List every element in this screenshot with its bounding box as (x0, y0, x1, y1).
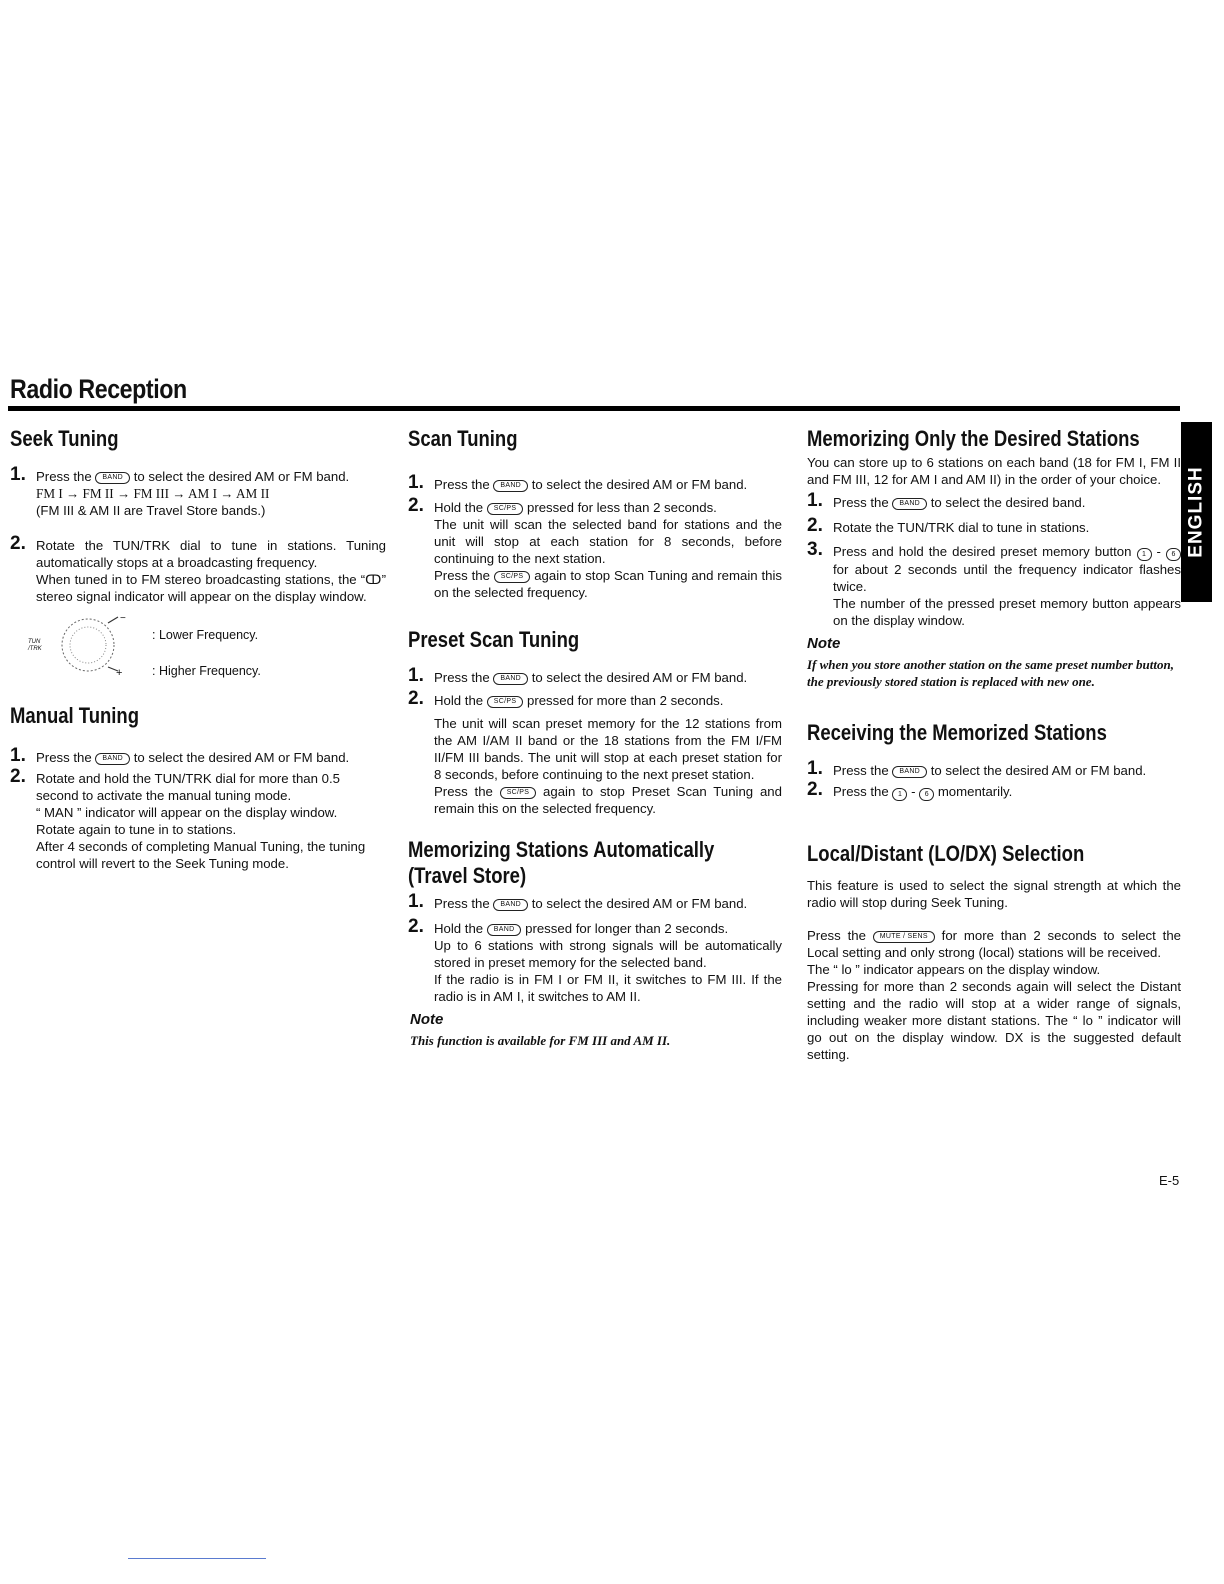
step-text: to select the desired AM or FM band. (133, 469, 350, 484)
step-text: for more than 2 seconds to select the Local setting and only strong (local) stations will be received. (807, 928, 1181, 960)
language-tab (1181, 422, 1212, 602)
desired-heading: Memorizing Only the Desired Stations (807, 426, 1140, 451)
seek-heading: Seek Tuning (10, 426, 119, 451)
step-text: pressed for less than 2 seconds. (526, 500, 717, 515)
step-text: Rotate the TUN/TRK dial to tune in stations. Tuning automatically stops at a broadcasting frequency. (36, 538, 386, 570)
lodx-paragraph (807, 927, 1181, 961)
band-button-icon: BAND (493, 899, 528, 911)
step-text: “ MAN ” indicator will appear on the display window. (36, 805, 338, 820)
step-text: pressed for longer than 2 seconds. (525, 921, 729, 936)
svg-text:+: + (116, 667, 123, 677)
mute-sens-button-icon: MUTE / SENS (873, 931, 935, 943)
scps-button-icon: SC/PS (494, 571, 531, 583)
band-button-icon: BAND (95, 472, 130, 484)
scan-step-1 (408, 472, 782, 493)
step-text: again to stop Preset Scan Tuning and remain this on the selected frequency. (434, 784, 782, 816)
step-text: Rotate the TUN/TRK dial to tune in stations. (833, 520, 1090, 535)
lodx-heading: Local/Distant (LO/DX) Selection (807, 841, 1085, 866)
step-text: Hold the (434, 921, 484, 936)
column-right (807, 426, 1181, 1063)
svg-text:−: − (120, 613, 126, 624)
lodx-distant-text: Pressing for more than 2 seconds again will select the Distant setting and the radio will stop at a wider range of signals, including weaker more distant stations. The “ lo ” indicator will go out on the display window. DX is the suggested default setting. (807, 979, 1181, 1062)
travel-store-note: (FM III & AM II are Travel Store bands.) (36, 503, 266, 518)
step-text: for about 2 seconds until the frequency indicator flashes twice. (833, 562, 1181, 594)
seek-step-1 (10, 464, 386, 519)
footer-line (128, 1558, 266, 1559)
band-button-icon: BAND (493, 673, 528, 685)
step-text: to select the desired AM or FM band. (531, 670, 748, 685)
auto-heading-1: Memorizing Stations Automatically (408, 837, 715, 862)
step-text: Rotate again to tune in to stations. (36, 822, 237, 837)
band-sequence: FM I → FM II → FM III → AM I → AM II (36, 486, 270, 501)
dial-legend (10, 613, 386, 683)
preset-1-button-icon: 1 (1137, 548, 1152, 561)
desired-step-3 (807, 539, 1181, 629)
auto-step-1 (408, 891, 782, 912)
step-text: Press the (36, 750, 92, 765)
band-button-icon: BAND (493, 480, 528, 492)
band-button-icon: BAND (892, 766, 927, 778)
note-heading: Note (410, 1011, 444, 1028)
step-text: again to stop Scan Tuning and remain this on the selected frequency. (434, 568, 782, 600)
step-text: Press the (833, 784, 889, 799)
higher-frequency-label: : Higher Frequency. (152, 664, 261, 678)
lodx-intro: This feature is used to select the signal strength at which the radio will stop during Seek Tuning. (807, 878, 1181, 910)
step-number: 2. (408, 495, 424, 516)
auto-step-2 (408, 916, 782, 1005)
step-text: to select the desired AM or FM band. (531, 477, 748, 492)
step-text: If the radio is in FM I or FM II, it switches to FM III. If the radio is in AM I, it switches to AM II. (434, 972, 782, 1004)
receiving-heading: Receiving the Memorized Stations (807, 720, 1107, 745)
manual-step-2 (10, 766, 386, 872)
note-heading: Note (807, 635, 841, 652)
language-tab-label: ENGLISH (1185, 466, 1207, 558)
step-text: The unit will scan preset memory for the 12 stations from the AM I/AM II band or the 18 stations from the FM I/FM II/FM III bands. The unit will stop at each preset station for 8 seconds, before continuing to the next preset station. (434, 716, 782, 782)
step-number: 2. (807, 515, 823, 536)
step-text: momentarily. (937, 784, 1013, 799)
step-text: pressed for more than 2 seconds. (526, 693, 724, 708)
step-text: Press the (434, 568, 490, 583)
page-title: Radio Reception (10, 374, 187, 404)
preset-step-2 (408, 688, 782, 817)
step-number: 1. (408, 472, 424, 493)
lodx-indicator-text: The “ lo ” indicator appears on the display window. (807, 962, 1101, 977)
preset-6-button-icon: 6 (919, 788, 934, 801)
note-text: This function is available for FM III and AM II. (410, 1033, 671, 1048)
step-number: 1. (807, 758, 823, 779)
desired-step-1 (807, 490, 1181, 511)
step-number: 1. (408, 891, 424, 912)
receiving-step-1 (807, 758, 1181, 779)
step-text: Press the (36, 469, 92, 484)
step-text: Up to 6 stations with strong signals will be automatically stored in preset memory for the selected band. (434, 938, 782, 970)
step-text: When tuned in to FM stereo broadcasting stations, the “ (36, 572, 366, 587)
scps-button-icon: SC/PS (487, 696, 524, 708)
dial-label: TUN /TRK (28, 639, 42, 652)
step-text: Hold the (434, 500, 484, 515)
step-text: to select the desired AM or FM band. (531, 896, 748, 911)
stereo-icon: ↀ (365, 572, 382, 587)
manual-heading: Manual Tuning (10, 703, 140, 728)
step-text: to select the desired AM or FM band. (133, 750, 350, 765)
step-text: Press the (807, 928, 866, 943)
step-text: Rotate and hold the TUN/TRK dial for more than 0.5 second to activate the manual tuning mode. (36, 771, 340, 803)
step-text: After 4 seconds of completing Manual Tuning, the tuning control will revert to the Seek Tuning mode. (36, 839, 366, 871)
step-number: 2. (10, 766, 26, 787)
step-number: 2. (807, 779, 823, 800)
step-number: 1. (807, 490, 823, 511)
step-number: 2. (408, 688, 424, 709)
note-text: If when you store another station on the same preset number button, the previously stored station is replaced with new one. (807, 657, 1174, 689)
lower-frequency-label: : Lower Frequency. (152, 628, 259, 642)
step-number: 3. (807, 539, 823, 560)
step-number: 1. (408, 665, 424, 686)
step-text: to select the desired AM or FM band. (930, 763, 1147, 778)
band-button-icon: BAND (892, 498, 927, 510)
auto-heading-2: (Travel Store) (408, 863, 527, 888)
page-number: E-5 (1159, 1173, 1180, 1188)
receiving-step-2 (807, 779, 1181, 801)
step-text: ” stereo signal indicator will appear on the display window. (36, 572, 386, 604)
step-text: Press the (434, 896, 490, 911)
preset-1-button-icon: 1 (892, 788, 907, 801)
step-text: Hold the (434, 693, 484, 708)
band-button-icon: BAND (95, 753, 130, 765)
step-number: 1. (10, 745, 26, 766)
title-rule (8, 406, 1180, 411)
step-text: - (1156, 544, 1161, 559)
step-text: Press the (833, 763, 889, 778)
desired-step-2 (807, 515, 1181, 536)
scps-button-icon: SC/PS (487, 503, 524, 515)
band-button-icon: BAND (487, 924, 522, 936)
step-text: - (911, 784, 916, 799)
scan-step-2 (408, 495, 782, 601)
step-text: to select the desired band. (930, 495, 1086, 510)
manual-step-1 (10, 745, 386, 766)
step-text: Press the (434, 670, 490, 685)
step-number: 2. (408, 916, 424, 937)
preset-6-button-icon: 6 (1166, 548, 1181, 561)
step-text: Press the (434, 477, 490, 492)
column-left (10, 426, 386, 872)
step-number: 1. (10, 464, 26, 485)
step-text: The unit will scan the selected band for stations and the unit will stop at each station for 8 seconds, before continuing to the next station. (434, 517, 782, 566)
scan-heading: Scan Tuning (408, 426, 518, 451)
step-number: 2. (10, 533, 26, 554)
desired-intro: You can store up to 6 stations on each band (18 for FM I, FM II and FM III, 12 for AM I and AM II) in the order of your choice. (807, 455, 1181, 487)
step-text: Press the (833, 495, 889, 510)
step-text: Press the (434, 784, 493, 799)
scps-button-icon: SC/PS (500, 787, 537, 799)
preset-step-1 (408, 665, 782, 686)
preset-heading: Preset Scan Tuning (408, 627, 580, 652)
column-middle (408, 426, 782, 1049)
seek-step-2 (10, 533, 386, 605)
step-text: Press and hold the desired preset memory button (833, 544, 1132, 559)
step-text: The number of the pressed preset memory button appears on the display window. (833, 596, 1181, 628)
